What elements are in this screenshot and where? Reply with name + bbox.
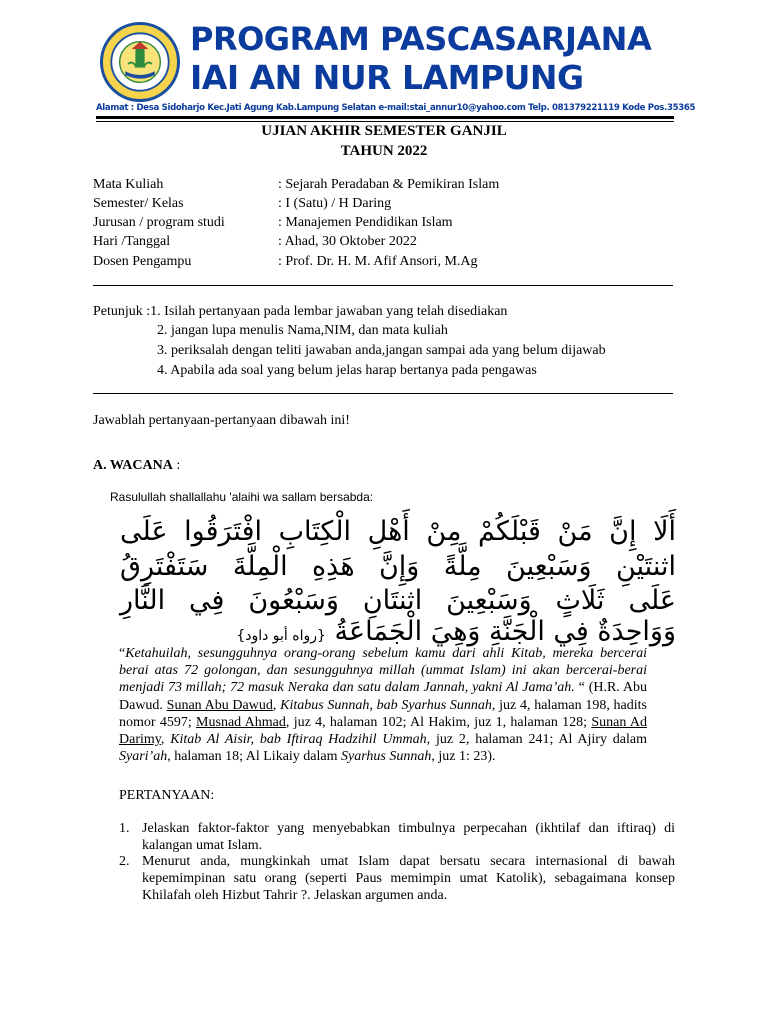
meta-value: : Manajemen Pendidikan Islam (278, 215, 453, 230)
translation-text: , (272, 697, 281, 713)
meta-value: : Ahad, 30 Oktober 2022 (278, 234, 417, 249)
meta-row-lecturer (93, 254, 478, 270)
instructions-prefix: Petunjuk : (93, 304, 151, 319)
instructions-line-1 (93, 304, 507, 320)
instruction-item: 4. Apabila ada soal yang belum jelas harap bertanya pada pengawas (157, 363, 537, 378)
translation-text: , juz 4, halaman 102; Al Hakim, juz 1, halaman 128; (285, 714, 592, 730)
translation-text: , juz 4, halaman 198, hadits nomor 4597; (119, 697, 647, 730)
institution-address: Alamat : Desa Sidoharjo Kec.Jati Agung Kab.Lampung Selatan e-mail:stai_annur10@yahoo.com Telp. 081379221119 Kode Pos.35365 (96, 103, 696, 113)
question-item (119, 853, 675, 904)
hadith-arabic-line: وَوَاحِدَةٌ فِي الْجَنَّةِ وَهِيَ الْجَمَاعَةُ (334, 616, 676, 647)
source-reference: Sunan Ad Darimy (119, 714, 647, 748)
questions-heading: PERTANYAAN: (119, 788, 215, 803)
question-text: Jelaskan faktor-faktor yang menyebabkan timbulnya perpecahan (ikhtilaf dan iftiraq) di kalangan umat Islam. (142, 821, 675, 853)
translation-text: , halaman 18; Al Likaiy dalam (167, 749, 342, 765)
hadith-arabic-line: عَلَى ثَلَاثٍ وَسَبْعِينَ اثنتَانِ وَسَبْعُونَ فِي النَّارِ (120, 585, 676, 616)
source-reference: Kitab Al Aisir, bab Iftiraq Hadzihil Ummah (170, 732, 427, 748)
meta-divider (93, 285, 673, 286)
section-title: A. WACANA (93, 458, 173, 473)
meta-row-course (93, 177, 499, 193)
meta-label: Mata Kuliah (93, 177, 164, 192)
meta-label: Semester/ Kelas (93, 196, 184, 211)
question-text: Menurut anda, mungkinkah umat Islam dapat bersatu secara internasional di bawah kepemimpinan satu orang (seperti Paus memimpin umat Katolik), sebagaimana konsep Khilafah oleh Hizbut Tahrir ?. Jelaskan argumen anda. (142, 854, 675, 903)
meta-row-program (93, 215, 453, 231)
meta-row-date (93, 234, 417, 250)
translation-text: , (160, 732, 171, 748)
meta-value: : Prof. Dr. H. M. Afif Ansori, M.Ag (278, 254, 478, 269)
hadith-intro: Rasulullah shallallahu 'alaihi wa sallam bersabda: (110, 490, 374, 504)
translation-text: “ (H.R. Abu Dawud. (119, 680, 647, 713)
translation-quote: “ (119, 646, 126, 661)
question-number: 1. (119, 821, 130, 836)
source-reference: Musnad Ahmad (196, 714, 286, 730)
instruction-item: 1. Isilah pertanyaan pada lembar jawaban yang telah disediakan (150, 304, 508, 319)
meta-value: : Sejarah Peradaban & Pemikiran Islam (278, 177, 500, 192)
header-divider-thin (96, 121, 674, 122)
section-heading (93, 458, 180, 474)
question-number: 2. (119, 854, 130, 869)
hadith-arabic-line: اثنتَيْنِ وَسَبْعِينَ مِلَّةً وَإِنَّ هَذِهِ الْمِلَّةَ سَتَفْتَرِقُ (120, 551, 676, 582)
meta-value: : I (Satu) / H Daring (278, 196, 392, 211)
institution-name: IAI AN NUR LAMPUNG (190, 58, 584, 97)
institute-logo (100, 22, 180, 102)
answer-prompt: Jawablah pertanyaan-pertanyaan dibawah ini! (93, 413, 350, 428)
source-reference: Syarhus Sunnah (341, 749, 432, 765)
exam-title: UJIAN AKHIR SEMESTER GANJIL (261, 123, 507, 139)
source-reference: Syari’ah (119, 749, 168, 765)
header-divider (96, 116, 674, 119)
hadith-arabic-line: أَلَا إِنَّ مَنْ قَبْلَكُمْ مِنْ أَهْلِ الْكِتَابِ افْتَرَقُوا عَلَى (120, 516, 676, 547)
meta-label: Jurusan / program studi (93, 215, 225, 230)
instruction-item: 2. jangan lupa menulis Nama,NIM, dan mata kuliah (157, 323, 448, 338)
source-reference: Sunan Abu Dawud (166, 697, 273, 713)
instructions-divider (93, 393, 673, 394)
question-item (119, 820, 675, 854)
meta-row-semester (93, 196, 391, 212)
section-suffix: : (172, 458, 181, 473)
hadith-narration: {رواه أبو داود} (236, 628, 326, 644)
translation-text: Ketahuilah, sesungguhnya orang-orang sebelum kamu dari ahli Kitab, mereka bercerai berai atas 72 golongan, dan sesungguhnya millah (ummat Islam) ini akan bercerai-berai menjadi 73 millah; 72 masuk Neraka dan satu dalam Jannah, yakni Al Jama’ah. (119, 646, 647, 696)
meta-label: Hari /Tanggal (93, 234, 171, 249)
source-reference: Kitabus Sunnah, bab Syarhus Sunnah (280, 697, 492, 713)
hadith-translation (119, 645, 647, 765)
translation-text: , juz 2, halaman 241; Al Ajiry dalam (426, 732, 647, 748)
meta-label: Dosen Pengampu (93, 254, 192, 269)
instruction-item: 3. periksalah dengan teliti jawaban anda,jangan sampai ada yang belum dijawab (157, 343, 606, 358)
program-title: PROGRAM PASCASARJANA (190, 20, 652, 58)
translation-text: , juz 1: 23). (431, 749, 496, 765)
institute-seal-icon (103, 25, 177, 99)
exam-year: TAHUN 2022 (340, 143, 428, 159)
